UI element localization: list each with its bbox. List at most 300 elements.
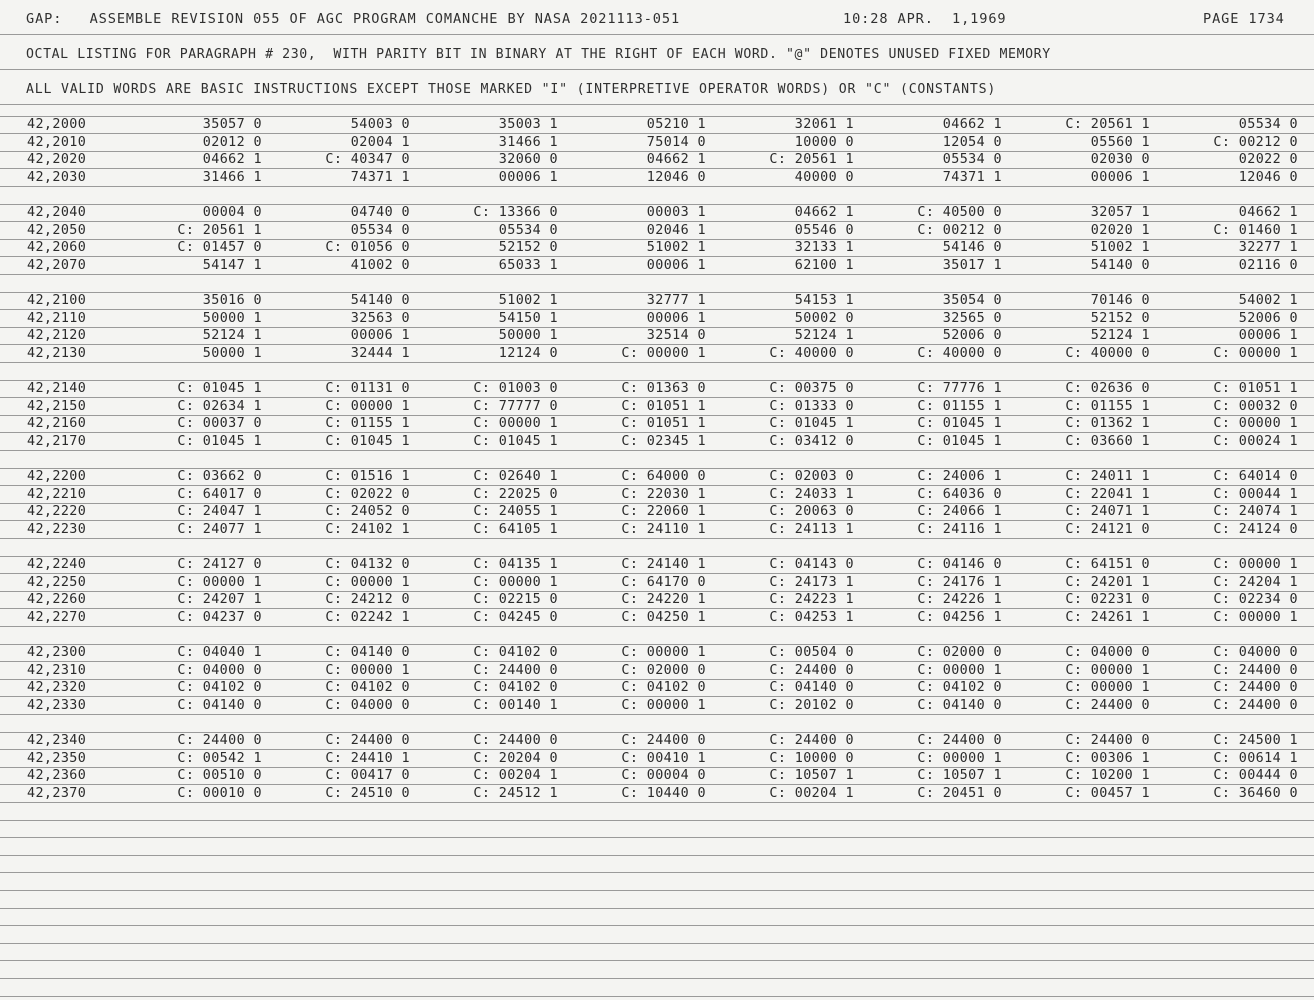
ruled-line <box>0 996 1314 997</box>
row-address: 42,2320 <box>27 680 87 695</box>
octal-word: 02116 0 <box>1238 257 1298 273</box>
ruled-line <box>0 239 1314 240</box>
row-address: 42,2060 <box>27 240 87 255</box>
octal-word: C: 02231 0 <box>1065 592 1150 607</box>
octal-word: C: 24261 1 <box>1065 609 1150 625</box>
header-timestamp: 10:28 APR. 1,1969 <box>843 11 1007 27</box>
octal-word: C: 02215 0 <box>473 592 558 607</box>
octal-word: C: 00457 1 <box>1065 785 1150 801</box>
octal-word: C: 04102 0 <box>177 680 262 695</box>
row-address: 42,2030 <box>27 169 87 185</box>
octal-word: 41002 0 <box>350 257 410 273</box>
ruled-line <box>0 133 1314 134</box>
octal-word: C: 00010 0 <box>177 785 262 801</box>
octal-word: C: 04250 1 <box>621 609 706 625</box>
row-address: 42,2240 <box>27 557 87 572</box>
row-address: 42,2220 <box>27 504 87 519</box>
row-address: 42,2340 <box>27 733 87 748</box>
octal-word: C: 24077 1 <box>177 521 262 537</box>
octal-word: C: 01003 0 <box>473 381 558 396</box>
octal-word: C: 24121 0 <box>1065 521 1150 537</box>
octal-word: C: 04040 1 <box>177 645 262 660</box>
octal-word: C: 24226 1 <box>917 592 1002 607</box>
octal-word: C: 24400 0 <box>473 662 558 678</box>
octal-word: 65033 1 <box>498 257 558 273</box>
octal-word: C: 00000 1 <box>621 345 706 361</box>
octal-word: C: 24113 1 <box>769 521 854 537</box>
octal-word: C: 03412 0 <box>769 433 854 449</box>
octal-word: C: 24116 1 <box>917 521 1002 537</box>
octal-word: 05534 0 <box>1238 117 1298 132</box>
octal-word: C: 24400 0 <box>769 662 854 678</box>
octal-word: C: 01516 1 <box>325 469 410 484</box>
octal-word: 54150 1 <box>498 310 558 326</box>
octal-word: C: 00417 0 <box>325 768 410 783</box>
octal-word: C: 24512 1 <box>473 785 558 801</box>
row-address: 42,2040 <box>27 205 87 220</box>
octal-word: C: 24074 1 <box>1213 504 1298 519</box>
octal-word: C: 64105 1 <box>473 521 558 537</box>
octal-word: C: 24173 1 <box>769 574 854 590</box>
octal-word: 35003 1 <box>498 117 558 132</box>
ruled-line <box>0 397 1314 398</box>
octal-word: 40000 0 <box>794 169 854 185</box>
octal-word: 12124 0 <box>498 345 558 361</box>
octal-word: C: 04140 0 <box>325 645 410 660</box>
octal-word: 51002 1 <box>646 240 706 255</box>
row-address: 42,2210 <box>27 486 87 502</box>
octal-word: C: 22041 1 <box>1065 486 1150 502</box>
ruled-line <box>0 661 1314 662</box>
ruled-line <box>0 327 1314 328</box>
octal-word: C: 00542 1 <box>177 750 262 766</box>
octal-word: C: 22025 0 <box>473 486 558 502</box>
ruled-line <box>0 943 1314 944</box>
octal-word: C: 24400 0 <box>1065 697 1150 713</box>
octal-word: C: 20102 0 <box>769 697 854 713</box>
octal-word: C: 24033 1 <box>769 486 854 502</box>
ruled-line <box>0 520 1314 521</box>
octal-word: 74371 1 <box>942 169 1002 185</box>
octal-word: 00006 1 <box>646 310 706 326</box>
row-address: 42,2260 <box>27 592 87 607</box>
subheader-line-1: OCTAL LISTING FOR PARAGRAPH # 230, WITH PARITY BIT IN BINARY AT THE RIGHT OF EACH WORD. "@" DENOTES UNUSED FIXED MEMORY <box>26 47 1051 62</box>
ruled-line <box>0 714 1314 715</box>
ruled-line <box>0 908 1314 909</box>
octal-word: C: 04253 1 <box>769 609 854 625</box>
octal-word: C: 24176 1 <box>917 574 1002 590</box>
octal-word: 00006 1 <box>350 328 410 343</box>
octal-word: C: 00000 1 <box>473 416 558 431</box>
octal-word: 54153 1 <box>794 293 854 308</box>
ruled-line <box>0 432 1314 433</box>
octal-word: C: 04000 0 <box>1065 645 1150 660</box>
octal-word: C: 00000 1 <box>1213 609 1298 625</box>
ruled-line <box>0 362 1314 363</box>
octal-word: 02022 0 <box>1238 152 1298 167</box>
octal-word: C: 00024 1 <box>1213 433 1298 449</box>
octal-word: C: 01155 1 <box>1065 398 1150 414</box>
octal-word: C: 00375 0 <box>769 381 854 396</box>
row-address: 42,2050 <box>27 222 87 238</box>
octal-word: 50000 1 <box>202 345 262 361</box>
octal-word: C: 01045 1 <box>769 416 854 431</box>
octal-word: C: 03660 1 <box>1065 433 1150 449</box>
octal-word: C: 01155 1 <box>325 416 410 431</box>
octal-word: C: 00212 0 <box>917 222 1002 238</box>
octal-word: 04662 1 <box>646 152 706 167</box>
octal-word: C: 04245 0 <box>473 609 558 625</box>
octal-word: C: 24052 0 <box>325 504 410 519</box>
octal-word: C: 04256 1 <box>917 609 1002 625</box>
ruled-line <box>0 34 1314 35</box>
octal-word: C: 04132 0 <box>325 557 410 572</box>
octal-word: C: 04135 1 <box>473 557 558 572</box>
octal-word: 70146 0 <box>1090 293 1150 308</box>
octal-word: C: 20561 1 <box>177 222 262 238</box>
row-address: 42,2100 <box>27 293 87 308</box>
octal-word: C: 40000 0 <box>1065 345 1150 361</box>
row-address: 42,2230 <box>27 521 87 537</box>
ruled-line <box>0 256 1314 257</box>
octal-word: C: 01045 1 <box>177 433 262 449</box>
octal-word: C: 00032 0 <box>1213 398 1298 414</box>
octal-word: C: 02640 1 <box>473 469 558 484</box>
octal-word: C: 02234 0 <box>1213 592 1298 607</box>
octal-word: 00006 1 <box>1090 169 1150 185</box>
ruled-line <box>0 767 1314 768</box>
octal-word: C: 02242 1 <box>325 609 410 625</box>
octal-word: C: 24207 1 <box>177 592 262 607</box>
octal-word: 05534 0 <box>498 222 558 238</box>
row-address: 42,2150 <box>27 398 87 414</box>
octal-word: 32777 1 <box>646 293 706 308</box>
octal-word: C: 10200 1 <box>1065 768 1150 783</box>
octal-word: C: 24201 1 <box>1065 574 1150 590</box>
octal-word: C: 24047 1 <box>177 504 262 519</box>
octal-word: 02020 1 <box>1090 222 1150 238</box>
octal-word: C: 00000 1 <box>917 662 1002 678</box>
octal-word: C: 00000 1 <box>1213 416 1298 431</box>
octal-word: 10000 0 <box>794 134 854 150</box>
row-address: 42,2160 <box>27 416 87 431</box>
octal-word: C: 00000 1 <box>621 697 706 713</box>
octal-word: C: 04000 0 <box>1213 645 1298 660</box>
octal-word: C: 10507 1 <box>917 768 1002 783</box>
octal-word: 31466 1 <box>498 134 558 150</box>
octal-word: C: 04140 0 <box>177 697 262 713</box>
octal-word: 54146 0 <box>942 240 1002 255</box>
octal-word: C: 04000 0 <box>325 697 410 713</box>
octal-word: 12046 0 <box>646 169 706 185</box>
octal-word: C: 02000 0 <box>621 662 706 678</box>
octal-word: C: 03662 0 <box>177 469 262 484</box>
octal-word: 04662 1 <box>942 117 1002 132</box>
octal-word: 02004 1 <box>350 134 410 150</box>
ruled-line <box>0 538 1314 539</box>
octal-word: 05546 0 <box>794 222 854 238</box>
octal-word: 32563 0 <box>350 310 410 326</box>
octal-word: C: 24400 0 <box>917 733 1002 748</box>
octal-word: 54002 1 <box>1238 293 1298 308</box>
ruled-line <box>0 925 1314 926</box>
octal-word: C: 40347 0 <box>325 152 410 167</box>
octal-word: 50000 1 <box>498 328 558 343</box>
octal-word: C: 00004 0 <box>621 768 706 783</box>
row-address: 42,2350 <box>27 750 87 766</box>
octal-word: C: 40000 0 <box>917 345 1002 361</box>
octal-word: C: 00000 1 <box>917 750 1002 766</box>
ruled-line <box>0 573 1314 574</box>
header-title: GAP: ASSEMBLE REVISION 055 OF AGC PROGRAM COMANCHE BY NASA 2021113-051 <box>26 11 681 27</box>
octal-word: 00006 1 <box>498 169 558 185</box>
ruled-line <box>0 116 1314 117</box>
octal-word: 52152 0 <box>1090 310 1150 326</box>
octal-word: C: 04102 0 <box>473 645 558 660</box>
ruled-line <box>0 309 1314 310</box>
octal-word: 35057 0 <box>202 117 262 132</box>
octal-word: C: 01131 0 <box>325 381 410 396</box>
octal-word: C: 20063 0 <box>769 504 854 519</box>
ruled-line <box>0 503 1314 504</box>
octal-word: 32133 1 <box>794 240 854 255</box>
octal-word: C: 24110 1 <box>621 521 706 537</box>
octal-word: C: 00212 0 <box>1213 134 1298 150</box>
octal-word: C: 00000 1 <box>177 574 262 590</box>
octal-word: C: 24400 0 <box>1065 733 1150 748</box>
octal-word: C: 04000 0 <box>177 662 262 678</box>
octal-word: C: 02003 0 <box>769 469 854 484</box>
ruled-line <box>0 151 1314 152</box>
octal-word: C: 00204 1 <box>769 785 854 801</box>
octal-word: 05560 1 <box>1090 134 1150 150</box>
octal-word: C: 04140 0 <box>769 680 854 695</box>
ruled-line <box>0 696 1314 697</box>
octal-word: 50000 1 <box>202 310 262 326</box>
octal-word: C: 01362 1 <box>1065 416 1150 431</box>
octal-word: C: 00000 1 <box>1065 662 1150 678</box>
octal-word: 12054 0 <box>942 134 1002 150</box>
octal-word: C: 00614 1 <box>1213 750 1298 766</box>
octal-word: C: 04237 0 <box>177 609 262 625</box>
octal-word: C: 00000 1 <box>1065 680 1150 695</box>
octal-word: C: 24006 1 <box>917 469 1002 484</box>
octal-word: 05534 0 <box>942 152 1002 167</box>
row-address: 42,2360 <box>27 768 87 783</box>
octal-word: C: 64170 0 <box>621 574 706 590</box>
octal-word: 00006 1 <box>1238 328 1298 343</box>
octal-word: 00006 1 <box>646 257 706 273</box>
octal-word: C: 64151 0 <box>1065 557 1150 572</box>
subheader-line-2: ALL VALID WORDS ARE BASIC INSTRUCTIONS EXCEPT THOSE MARKED "I" (INTERPRETIVE OPERATOR WORDS) OR "C" (CONSTANTS) <box>26 82 997 97</box>
octal-word: C: 00000 1 <box>621 645 706 660</box>
ruled-line <box>0 872 1314 873</box>
row-address: 42,2370 <box>27 785 87 801</box>
octal-word: C: 24510 0 <box>325 785 410 801</box>
octal-word: C: 01045 1 <box>473 433 558 449</box>
ruled-line <box>0 960 1314 961</box>
octal-word: C: 40000 0 <box>769 345 854 361</box>
ruled-line <box>0 69 1314 70</box>
octal-word: C: 20561 1 <box>1065 117 1150 132</box>
ruled-line <box>0 292 1314 293</box>
octal-word: 04662 1 <box>202 152 262 167</box>
octal-word: C: 00306 1 <box>1065 750 1150 766</box>
octal-word: C: 64014 0 <box>1213 469 1298 484</box>
octal-word: 52006 0 <box>1238 310 1298 326</box>
octal-word: 00003 1 <box>646 205 706 220</box>
octal-word: C: 24400 0 <box>1213 680 1298 695</box>
octal-word: 52124 1 <box>202 328 262 343</box>
octal-word: C: 77776 1 <box>917 381 1002 396</box>
ruled-line <box>0 591 1314 592</box>
ruled-line <box>0 485 1314 486</box>
octal-word: 51002 1 <box>1090 240 1150 255</box>
octal-word: C: 24204 1 <box>1213 574 1298 590</box>
octal-word: 74371 1 <box>350 169 410 185</box>
ruled-line <box>0 855 1314 856</box>
octal-word: C: 01333 0 <box>769 398 854 414</box>
ruled-line <box>0 468 1314 469</box>
ruled-line <box>0 784 1314 785</box>
row-address: 42,2330 <box>27 697 87 713</box>
octal-word: C: 24066 1 <box>917 504 1002 519</box>
row-address: 42,2250 <box>27 574 87 590</box>
octal-word: C: 04140 0 <box>917 697 1002 713</box>
octal-word: C: 10440 0 <box>621 785 706 801</box>
ruled-line <box>0 608 1314 609</box>
ruled-line <box>0 802 1314 803</box>
row-address: 42,2000 <box>27 117 87 132</box>
octal-word: C: 00000 1 <box>1213 557 1298 572</box>
octal-word: C: 01051 1 <box>621 398 706 414</box>
octal-word: 02012 0 <box>202 134 262 150</box>
ruled-line <box>0 890 1314 891</box>
ruled-line <box>0 644 1314 645</box>
octal-word: C: 04102 0 <box>621 680 706 695</box>
octal-word: C: 24011 1 <box>1065 469 1150 484</box>
octal-word: 52124 1 <box>794 328 854 343</box>
row-address: 42,2140 <box>27 381 87 396</box>
octal-word: C: 22030 1 <box>621 486 706 502</box>
octal-word: 32444 1 <box>350 345 410 361</box>
ruled-line <box>0 344 1314 345</box>
row-address: 42,2120 <box>27 328 87 343</box>
octal-word: C: 00204 1 <box>473 768 558 783</box>
octal-word: C: 13366 0 <box>473 205 558 220</box>
octal-word: C: 10000 0 <box>769 750 854 766</box>
octal-word: 35054 0 <box>942 293 1002 308</box>
octal-word: C: 01155 1 <box>917 398 1002 414</box>
row-address: 42,2170 <box>27 433 87 449</box>
octal-word: 04662 1 <box>794 205 854 220</box>
octal-word: 35017 1 <box>942 257 1002 273</box>
octal-word: C: 00037 0 <box>177 416 262 431</box>
octal-word: 52152 0 <box>498 240 558 255</box>
octal-word: C: 24102 1 <box>325 521 410 537</box>
octal-word: C: 00000 1 <box>325 398 410 414</box>
ruled-line <box>0 679 1314 680</box>
octal-word: C: 01363 0 <box>621 381 706 396</box>
octal-word: C: 04102 0 <box>473 680 558 695</box>
octal-word: C: 24400 0 <box>1213 697 1298 713</box>
ruled-line <box>0 104 1314 105</box>
octal-word: 32565 0 <box>942 310 1002 326</box>
octal-word: C: 22060 1 <box>621 504 706 519</box>
ruled-line <box>0 186 1314 187</box>
octal-word: C: 24400 0 <box>1213 662 1298 678</box>
octal-word: C: 24400 0 <box>769 733 854 748</box>
ruled-line <box>0 749 1314 750</box>
octal-word: C: 64036 0 <box>917 486 1002 502</box>
octal-word: 04740 0 <box>350 205 410 220</box>
octal-word: C: 24212 0 <box>325 592 410 607</box>
octal-word: C: 00000 1 <box>473 574 558 590</box>
octal-word: C: 01045 1 <box>177 381 262 396</box>
octal-word: 02046 1 <box>646 222 706 238</box>
octal-word: 05534 0 <box>350 222 410 238</box>
octal-word: 54140 0 <box>1090 257 1150 273</box>
octal-word: C: 24140 1 <box>621 557 706 572</box>
ruled-line <box>0 274 1314 275</box>
octal-word: C: 00000 1 <box>325 662 410 678</box>
ruled-line <box>0 204 1314 205</box>
octal-word: C: 24400 0 <box>473 733 558 748</box>
ruled-line <box>0 978 1314 979</box>
octal-word: C: 00140 1 <box>473 697 558 713</box>
octal-word: C: 24223 1 <box>769 592 854 607</box>
octal-word: C: 01045 1 <box>917 416 1002 431</box>
ruled-line <box>0 415 1314 416</box>
octal-word: C: 20451 0 <box>917 785 1002 801</box>
octal-word: C: 24055 1 <box>473 504 558 519</box>
octal-word: 32060 0 <box>498 152 558 167</box>
octal-word: C: 00444 0 <box>1213 768 1298 783</box>
row-address: 42,2300 <box>27 645 87 660</box>
octal-word: 62100 1 <box>794 257 854 273</box>
octal-word: C: 01460 1 <box>1213 222 1298 238</box>
octal-word: C: 64000 0 <box>621 469 706 484</box>
octal-word: C: 24500 1 <box>1213 733 1298 748</box>
octal-word: C: 10507 1 <box>769 768 854 783</box>
octal-word: C: 02636 0 <box>1065 381 1150 396</box>
octal-word: C: 00000 1 <box>325 574 410 590</box>
ruled-line <box>0 221 1314 222</box>
octal-word: C: 01056 0 <box>325 240 410 255</box>
octal-word: 04662 1 <box>1238 205 1298 220</box>
ruled-line <box>0 168 1314 169</box>
octal-word: C: 24124 0 <box>1213 521 1298 537</box>
octal-word: C: 01051 1 <box>1213 381 1298 396</box>
octal-word: 75014 0 <box>646 134 706 150</box>
row-address: 42,2010 <box>27 134 87 150</box>
ruled-line <box>0 380 1314 381</box>
octal-word: 54147 1 <box>202 257 262 273</box>
octal-word: C: 24400 0 <box>177 733 262 748</box>
ruled-line <box>0 837 1314 838</box>
octal-word: C: 20204 0 <box>473 750 558 766</box>
ruled-line <box>0 556 1314 557</box>
octal-word: C: 00410 1 <box>621 750 706 766</box>
ruled-line <box>0 732 1314 733</box>
octal-word: C: 24400 0 <box>621 733 706 748</box>
ruled-line <box>0 450 1314 451</box>
row-address: 42,2110 <box>27 310 87 326</box>
octal-word: 02030 0 <box>1090 152 1150 167</box>
octal-word: 35016 0 <box>202 293 262 308</box>
page-number: PAGE 1734 <box>1203 11 1285 27</box>
octal-word: C: 64017 0 <box>177 486 262 502</box>
